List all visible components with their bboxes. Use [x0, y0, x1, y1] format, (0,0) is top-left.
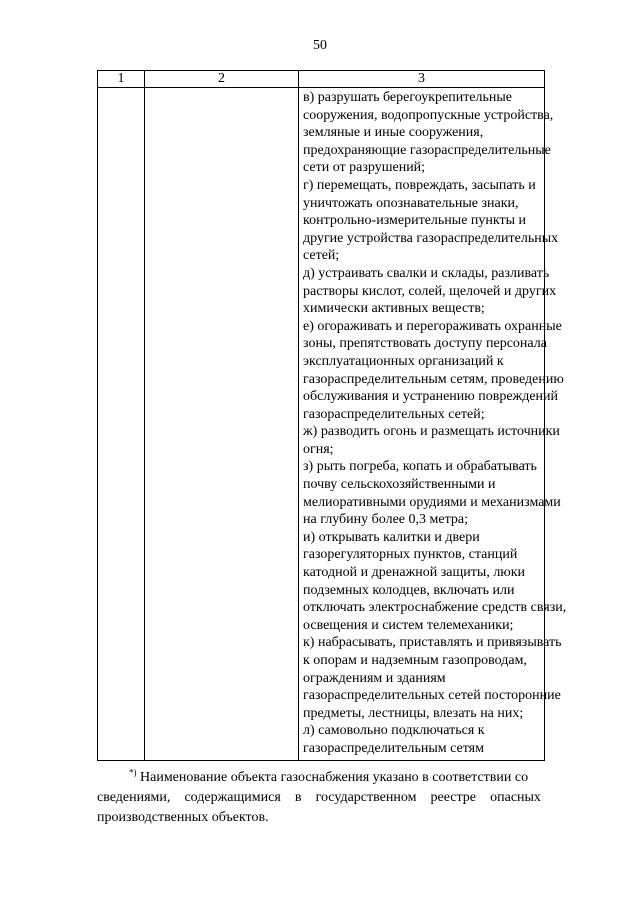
prohibition-text-line: к) набрасывать, приставлять и привязывать	[303, 635, 562, 651]
prohibition-text-line: л) самовольно подключаться к	[303, 723, 485, 739]
prohibition-text-line: уничтожать опознавательные знаки,	[303, 195, 519, 211]
prohibition-text-line: мелиоративными орудиями и механизмами	[303, 494, 561, 510]
prohibition-text-line: ограждениям и зданиям	[303, 670, 446, 686]
footnote-text-1: Наименование объекта газоснабжения указано в соответствии со	[140, 770, 529, 785]
prohibition-text-line: отключать электроснабжение средств связи,	[303, 600, 567, 616]
table-header-row	[98, 71, 545, 88]
prohibition-text-line: почву сельскохозяйственными и	[303, 477, 496, 493]
prohibition-text-line: к опорам и надземным газопроводам,	[303, 653, 527, 668]
footnote-line-2	[97, 788, 541, 808]
requirements-table	[97, 70, 567, 761]
footnote-word: содержащимися	[184, 790, 281, 805]
column-header-1: 1	[98, 71, 145, 88]
footnote-word: сведениями,	[97, 790, 171, 805]
prohibition-text-line: освещения и систем телемеханики;	[303, 617, 514, 633]
prohibition-text-line: газораспределительным сетям, проведению	[303, 371, 564, 387]
prohibition-text-line: д) устраивать свалки и склады, разливать	[303, 265, 550, 281]
prohibition-text-line: сооружения, водопропускные устройства,	[303, 107, 554, 123]
footnote-word: реестре	[430, 790, 477, 805]
footnote-line-3: производственных объектов.	[97, 810, 269, 825]
footnote-word: опасных	[490, 790, 541, 805]
footnote-word: в	[294, 790, 302, 805]
prohibition-text-line: ж) разводить огонь и размещать источники	[303, 424, 560, 440]
footnote-word: государственном	[315, 790, 417, 805]
prohibition-text-line: сети от разрушений;	[303, 160, 426, 176]
prohibition-text-line: растворы кислот, солей, щелочей и других	[303, 283, 557, 299]
prohibition-text-line: г) перемещать, повреждать, засыпать и	[303, 177, 536, 193]
prohibition-text-line: другие устройства газораспределительных	[303, 230, 559, 246]
column-header-2: 2	[145, 71, 299, 88]
footnote-line-1	[97, 768, 541, 788]
prohibition-text-line: газораспределительным сетям	[303, 740, 484, 756]
column-header-3: 3	[299, 71, 545, 88]
cell-col2	[145, 88, 299, 761]
prohibition-text-line: огня;	[303, 441, 334, 457]
prohibition-text-line: подземных колодцев, включать или	[303, 582, 515, 598]
cell-col1	[98, 88, 145, 761]
prohibition-text-line: газорегуляторных пунктов, станций	[303, 547, 518, 563]
prohibition-text-line: контрольно-измерительные пункты и	[303, 213, 527, 229]
prohibition-text-line: предохраняющие газораспределительные	[303, 142, 551, 158]
prohibition-text-line: газораспределительных сетей;	[303, 406, 485, 422]
prohibition-text-line: катодной и дренажной защиты, люки	[303, 565, 526, 581]
prohibition-text-line: на глубину более 0,3 метра;	[303, 512, 468, 528]
prohibition-text-line: химически активных веществ;	[303, 301, 485, 317]
prohibition-text-line: газораспределительных сетей посторонние	[303, 688, 561, 704]
prohibition-text-line: з) рыть погреба, копать и обрабатывать	[303, 459, 537, 475]
prohibition-text-line: сетей;	[303, 248, 340, 264]
prohibition-text-line: и) открывать калитки и двери	[303, 529, 480, 545]
prohibition-text-line: е) огораживать и перегораживать охранные	[303, 318, 562, 334]
table-row	[98, 88, 545, 761]
prohibition-text-line: предметы, лестницы, влезать на них;	[303, 705, 524, 721]
prohibition-text-line: обслуживания и устранению повреждений	[303, 389, 559, 405]
prohibition-text-line: зоны, препятствовать доступу персонала	[303, 336, 547, 352]
prohibition-text-line: земляные и иные сооружения,	[303, 125, 484, 141]
footnote-marker: *)	[129, 767, 137, 778]
cell-col3-prohibitions	[299, 88, 567, 761]
prohibition-text-line: в) разрушать берегоукрепительные	[303, 90, 513, 105]
footnote	[97, 768, 541, 828]
page-number: 50	[313, 38, 327, 53]
prohibition-text-line: эксплуатационных организаций к	[303, 353, 504, 369]
